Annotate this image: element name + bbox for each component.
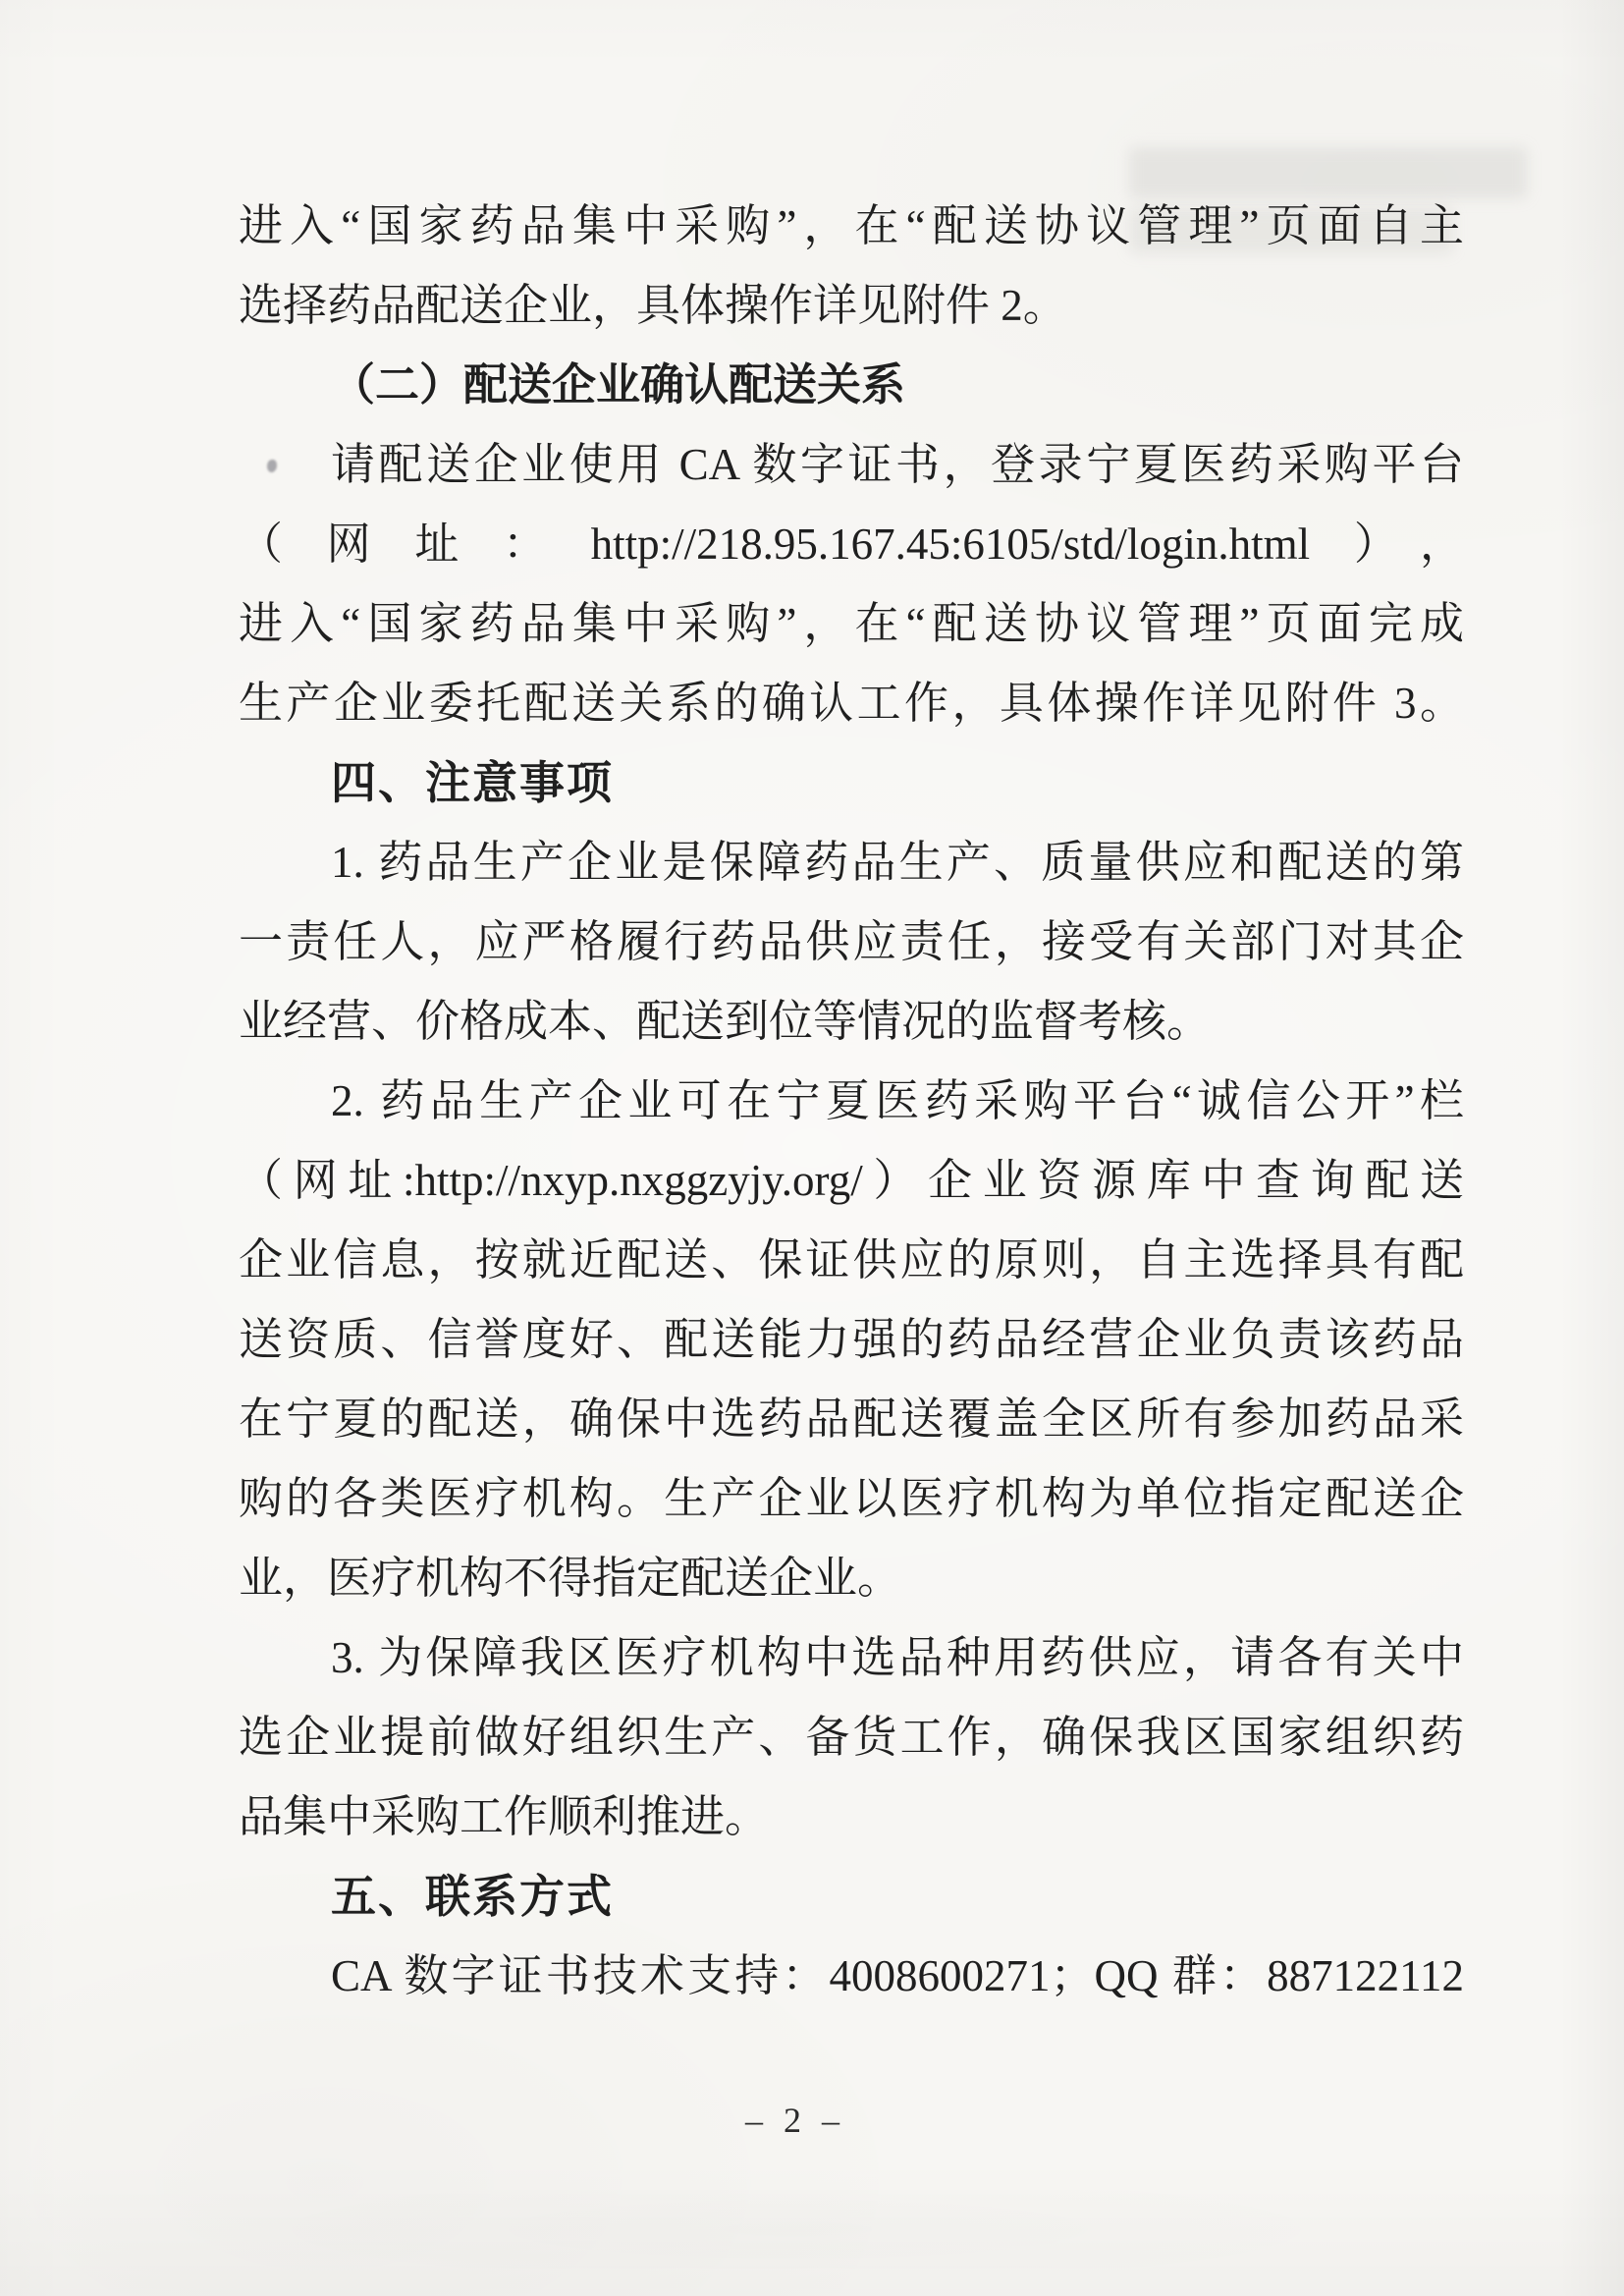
- text-line: 进入“国家药品集中采购”，在“配送协议管理”页面完成: [239, 599, 1464, 648]
- subsection-heading: （二）配送企业确认配送关系: [331, 360, 906, 410]
- text-line: 企业信息，按就近配送、保证供应的原则，自主选择具有配: [239, 1235, 1464, 1285]
- text-line: （网址：http://218.95.167.45:6105/std/login.html），: [239, 519, 1464, 569]
- text-line: 业，医疗机构不得指定配送企业。: [239, 1554, 902, 1603]
- text-line: 品集中采购工作顺利推进。: [239, 1792, 770, 1841]
- document-body: [239, 187, 1464, 2016]
- text-line: 生产企业委托配送关系的确认工作，具体操作详见附件 3。: [239, 679, 1464, 728]
- page-number: – 2 –: [745, 2101, 845, 2140]
- text-line: 购的各类医疗机构。生产企业以医疗机构为单位指定配送企: [239, 1474, 1464, 1523]
- text-line: 请配送企业使用 CA 数字证书，登录宁夏医药采购平台: [331, 440, 1464, 489]
- text-line: 进入“国家药品集中采购”，在“配送协议管理”页面自主: [239, 201, 1464, 250]
- text-line: CA 数字证书技术支持：4008600271；QQ 群：887122112: [331, 1951, 1464, 2000]
- text-line: 在宁夏的配送，确保中选药品配送覆盖全区所有参加药品采: [239, 1394, 1464, 1444]
- text-line: 1. 药品生产企业是保障药品生产、质量供应和配送的第: [331, 838, 1464, 887]
- text-line: 一责任人，应严格履行药品供应责任，接受有关部门对其企: [239, 917, 1464, 966]
- text-line: 送资质、信誉度好、配送能力强的药品经营企业负责该药品: [239, 1315, 1464, 1364]
- text-line: （网址:http://nxyp.nxggzyjy.org/）企业资源库中查询配送: [239, 1156, 1464, 1205]
- section-heading: 四、注意事项: [331, 757, 614, 808]
- page-footer: [0, 2100, 1607, 2141]
- scan-smudge-artifact: [157, 2190, 1434, 2269]
- section-heading: 五、联系方式: [331, 1871, 614, 1922]
- text-line: 业经营、价格成本、配送到位等情况的监督考核。: [239, 997, 1212, 1046]
- text-line: 选企业提前做好组织生产、备货工作，确保我区国家组织药: [239, 1713, 1464, 1762]
- text-line: 选择药品配送企业，具体操作详见附件 2。: [239, 281, 1067, 330]
- text-line: 2. 药品生产企业可在宁夏医药采购平台“诚信公开”栏: [331, 1076, 1464, 1125]
- text-line: 3. 为保障我区医疗机构中选品种用药供应，请各有关中: [331, 1633, 1464, 1682]
